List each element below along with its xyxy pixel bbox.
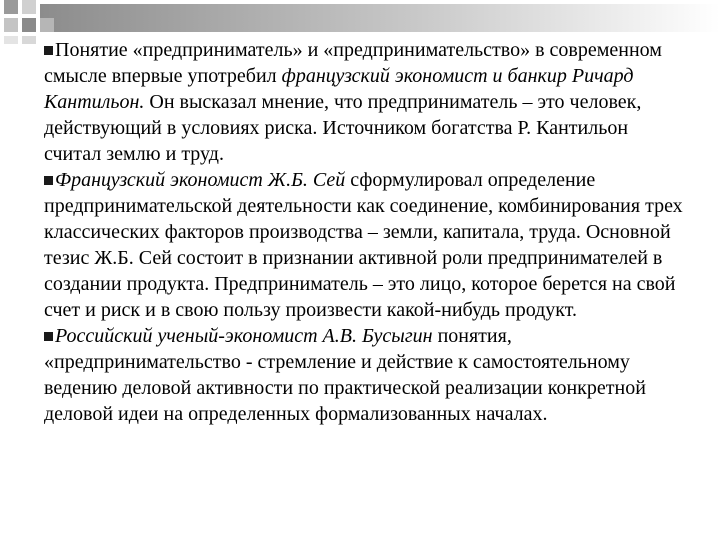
deco-square [4, 36, 18, 44]
text-run: Понятие «предприниматель» и «предпринимательство» в современном смысле впервые употребил [44, 39, 662, 87]
paragraph-busygin [44, 323, 684, 427]
header-gradient-bar [40, 4, 720, 32]
square-bullet-icon [44, 332, 53, 341]
text-run: Он высказал мнение, что предприниматель – это человек, действующий в условиях риска. Источником богатства Р. Кантильон считал землю и труд. [44, 91, 642, 165]
italic-run: Российский ученый-экономист А.В. Бусыгин [55, 325, 433, 347]
text-run: сформулировал определение предпринимательской деятельности как соединение, комбинирования трех классических факторов производства – земли, капитала, труда. Основной тезис Ж.Б. Сей состоит в признании активной роли предпринимателей в создании продукта. Предприниматель – это лицо, которое берется на свой счет и риск и в свою пользу произвести какой-нибудь продукт. [44, 169, 683, 321]
deco-square [40, 18, 54, 32]
deco-square [22, 0, 36, 14]
italic-run: французский экономист и банкир Ричард Кантильон. [44, 65, 634, 113]
square-bullet-icon [44, 46, 53, 55]
slide-body [44, 37, 684, 427]
paragraph-say [44, 167, 684, 323]
deco-square [22, 18, 36, 32]
deco-square [22, 36, 36, 44]
text-run: понятия, «предпринимательство - стремление и действие к самостоятельному ведению деловой активности по практической реализации конкретной деловой идеи на определенных формализованных началах. [44, 325, 646, 425]
paragraph-cantillon [44, 37, 684, 167]
deco-square [4, 0, 18, 14]
square-bullet-icon [44, 176, 53, 185]
italic-run: Французский экономист Ж.Б. Сей [55, 169, 346, 191]
deco-square [4, 18, 18, 32]
